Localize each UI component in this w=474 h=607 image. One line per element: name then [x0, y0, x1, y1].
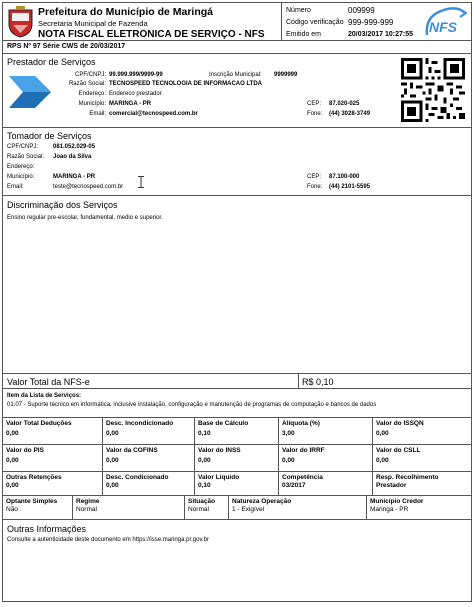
- service-item-label: Item da Lista de Serviços:: [7, 393, 82, 399]
- provider-endereco-label: Endereço:: [78, 91, 106, 97]
- discrimination-text: Ensino regular pre-escolar, fundamental, medio e superior.: [7, 215, 163, 221]
- value-cell: Desc. Condicionado 0,00: [103, 472, 195, 495]
- provider-cep-value: 87.020-025: [329, 101, 360, 107]
- nfs-logo-text: NFS: [429, 19, 457, 35]
- value-cell: Base de Cálculo 0,10: [195, 418, 279, 444]
- provider-cpf-value: 99.999.999/9999-99: [109, 72, 163, 78]
- value-cell: Desc. Incondicionado 0,00: [103, 418, 195, 444]
- taker-cep-value: 87.100-000: [329, 174, 360, 180]
- tecnospeed-logo-icon: [7, 72, 53, 112]
- status-cell: Regime Normal: [73, 496, 185, 519]
- discrimination-title: Discriminação dos Serviços: [7, 200, 118, 210]
- taker-cpf-value: 081.052.029-05: [53, 144, 96, 150]
- divider: [298, 374, 299, 388]
- issued-value: 20/03/2017 10:27:55: [348, 31, 413, 38]
- taker-title: Tomador de Serviços: [7, 131, 92, 141]
- taker-email-label: Email:: [7, 184, 24, 190]
- taker-fone-label: Fone:: [307, 184, 323, 190]
- text-cursor-icon: [138, 175, 144, 187]
- rps-row: [3, 41, 471, 54]
- status-cell: Natureza Operação 1 - Exigível: [229, 496, 367, 519]
- provider-fone-value: (44) 3028-3749: [329, 111, 371, 117]
- taker-fone-value: (44) 2101-5595: [329, 184, 371, 190]
- coat-of-arms-icon: [7, 6, 34, 38]
- provider-email-label: Email:: [89, 111, 106, 117]
- taker-municipio-value: MARINGA - PR: [53, 174, 96, 180]
- value-cell: Valor Líquido 0,10: [195, 472, 279, 495]
- values-row-1: [3, 418, 471, 445]
- provider-municipio-value: MARINGA - PR: [109, 101, 152, 107]
- total-row: [3, 374, 471, 389]
- values-row-2: [3, 445, 471, 472]
- number-value: 009999: [348, 6, 375, 15]
- provider-title: Prestador de Serviços: [7, 57, 96, 67]
- nfse-document: [2, 2, 472, 602]
- service-item-text: 01.07 - Suporte técnico em informática, inclusive instalação, configuração e manutenção de programas de computação e bancos de dados: [7, 402, 377, 408]
- other-info-section: [3, 520, 471, 601]
- taker-endereco-label: Endereço:: [7, 164, 35, 170]
- provider-razao-label: Razão Social:: [68, 81, 106, 87]
- provider-endereco-value: Endereco prestador: [109, 91, 162, 97]
- taker-municipio-label: Município:: [7, 174, 35, 180]
- qr-code-icon: [401, 58, 465, 122]
- nfs-logo-icon: [423, 7, 467, 37]
- total-label: Valor Total da NFS-e: [7, 377, 90, 387]
- number-label: Número: [286, 7, 311, 14]
- divider: [281, 3, 282, 40]
- document-header: [3, 3, 471, 41]
- provider-cpf-label: CPF/CNPJ:: [74, 72, 106, 78]
- taker-razao-label: Razão Social:: [7, 154, 45, 160]
- taker-cep-label: CEP:: [307, 174, 322, 180]
- provider-cep-label: CEP:: [307, 101, 322, 107]
- taker-email-value: teste@tecnospeed.com.br: [53, 184, 124, 190]
- taker-razao-value: Joao da Silva: [53, 154, 92, 160]
- municipality-name: Prefeitura do Município de Maringá: [38, 6, 214, 18]
- value-cell: Alíquota (%) 3,00: [279, 418, 373, 444]
- value-cell: Resp. Recolhimento Prestador: [376, 474, 439, 489]
- status-cell: Optante Simples Não: [3, 496, 73, 519]
- value-cell: Valor Total Deduções 0,00: [3, 418, 103, 444]
- other-info-title: Outras Informações: [7, 524, 87, 534]
- value-cell: Valor do INSS 0,00: [195, 445, 279, 471]
- values-row-3: [3, 472, 471, 496]
- value-cell: Competência 03/2017: [279, 472, 373, 495]
- value-cell: Valor do PIS 0,00: [3, 445, 103, 471]
- taker-section: [3, 128, 471, 196]
- provider-fone-label: Fone:: [307, 111, 323, 117]
- status-row: [3, 496, 471, 520]
- status-cell: Situação Normal: [185, 496, 229, 519]
- taker-cpf-label: CPF/CNPJ:: [7, 144, 39, 150]
- verification-value: 999-999-999: [348, 18, 394, 27]
- rps-info: RPS Nº 97 Série CWS de 20/03/2017: [7, 43, 126, 50]
- value-cell: Valor do ISSQN 0,00: [376, 420, 424, 437]
- discrimination-section: [3, 196, 471, 374]
- total-value: R$ 0,10: [302, 377, 334, 387]
- value-cell: Outras Retenções 0,00: [3, 472, 103, 495]
- provider-email-value: comercial@tecnospeed.com.br: [109, 111, 198, 117]
- department-name: Secretaria Municipal de Fazenda: [38, 19, 148, 28]
- value-cell: Valor do CSLL 0,00: [376, 447, 421, 464]
- value-cell: Valor da COFINS 0,00: [103, 445, 195, 471]
- provider-im-label: Inscrição Municipal:: [209, 72, 262, 78]
- provider-im-value: 9999999: [274, 72, 298, 78]
- provider-municipio-label: Município:: [78, 101, 106, 107]
- other-info-text: Consulte a autenticidade deste documento em https://isse.maringa.pr.gov.br: [7, 537, 210, 543]
- verification-label: Código verificação: [286, 19, 344, 26]
- value-cell: Valor do IRRF 0,00: [279, 445, 373, 471]
- document-title: NOTA FISCAL ELETRÔNICA DE SERVIÇO - NFS: [38, 29, 265, 40]
- service-item-row: [3, 389, 471, 418]
- provider-section: [3, 54, 471, 128]
- issued-label: Emitido em: [286, 31, 322, 38]
- provider-razao-value: TECNOSPEED TECNOLOGIA DE INFORMACAO LTDA: [109, 81, 262, 87]
- status-cell: Município Credor Maringá - PR: [370, 498, 424, 513]
